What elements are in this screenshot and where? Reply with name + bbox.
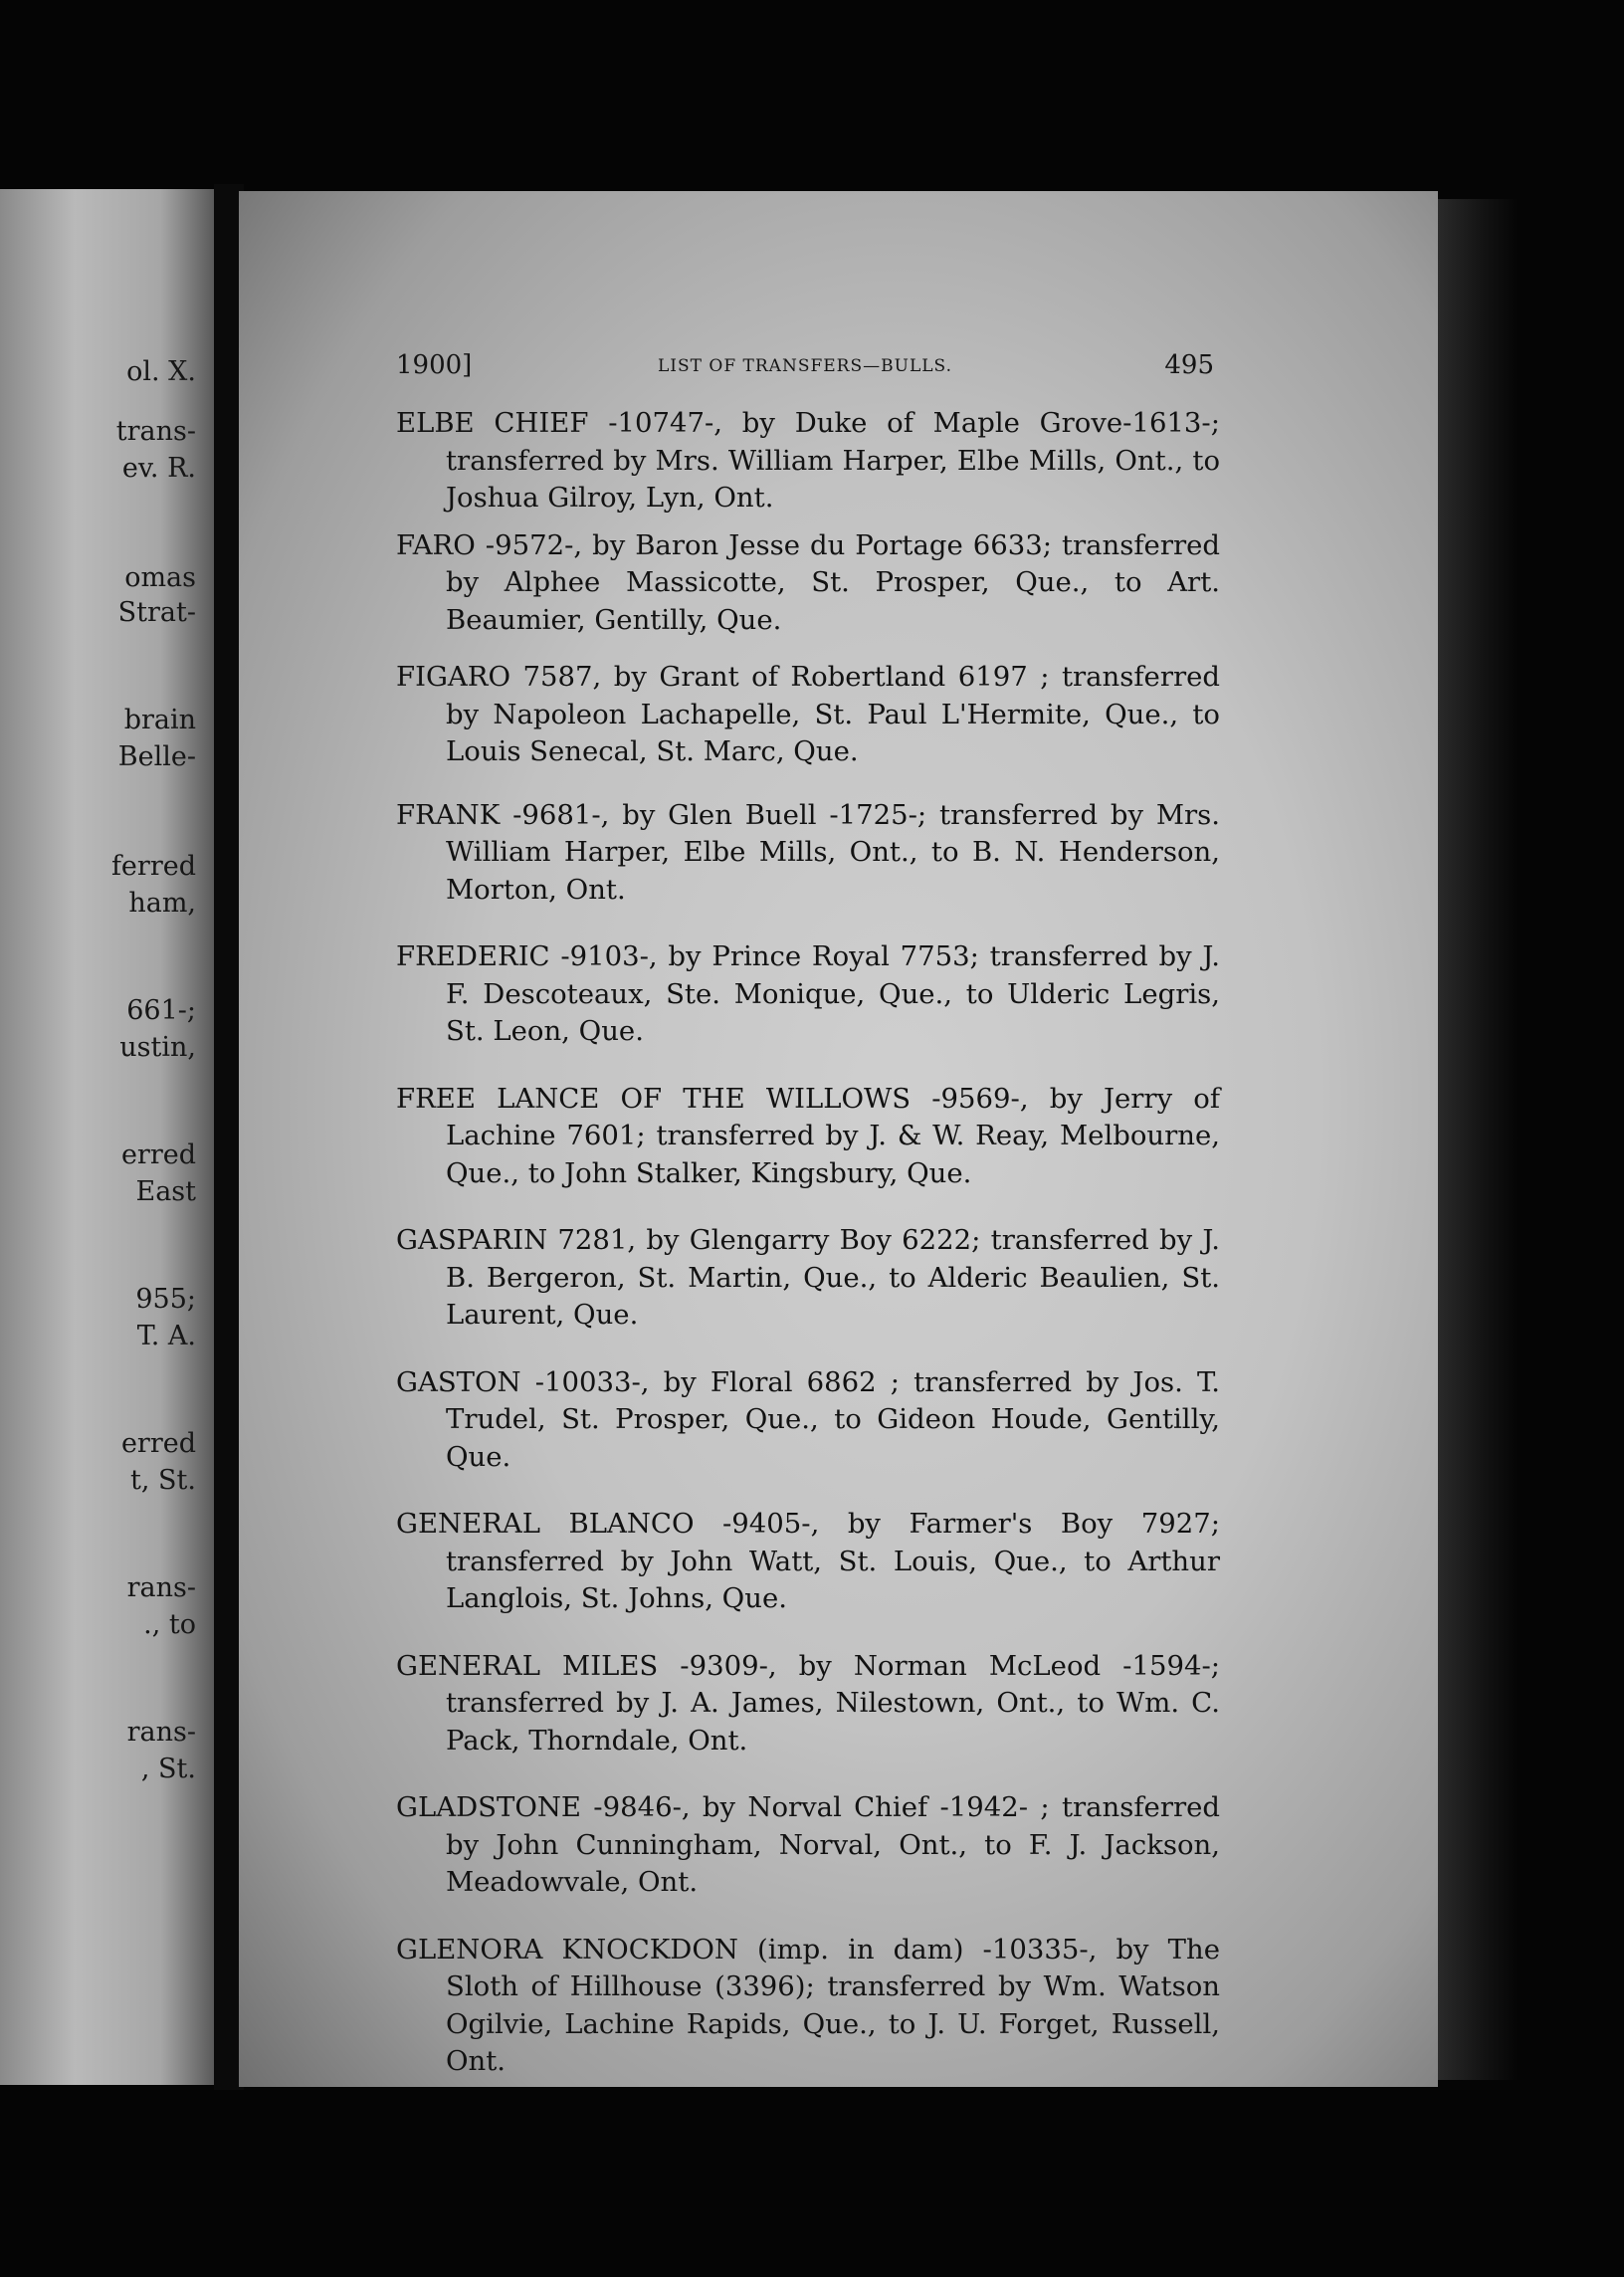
left-fragment: 955; [135,1284,196,1315]
page-edge-shadow [1438,199,1518,2080]
left-fragment: rans- [126,1717,196,1748]
left-fragment: ferred [110,851,196,882]
transfer-entry: FRANK -9681-, by Glen Buell -1725-; transferred by Mrs. William Harper, Elbe Mills, Ont., to B. N. Henderson, Morton, Ont. [396,798,1220,906]
left-fragment: Belle- [117,741,196,772]
left-fragment: brain [123,705,196,735]
transfer-entry: GLADSTONE -9846-, by Norval Chief -1942- ; transferred by John Cunningham, Norval, Ont., to F. J. Jackson, Meadowvale, Ont. [396,1791,1220,1898]
left-fragment: Strat- [117,597,196,628]
previous-page-fragment [0,189,214,2085]
left-fragment: ham, [128,888,196,919]
transfer-entry: FREE LANCE OF THE WILLOWS -9569-, by Jerry of Lachine 7601; transferred by J. & W. Reay, Melbourne, Que., to John Stalker, Kingsbury, Que. [396,1082,1220,1189]
header-year: 1900] [396,350,473,380]
transfer-entry: FREDERIC -9103-, by Prince Royal 7753; transferred by J. F. Descoteaux, Ste. Monique, Que., to Ulderic Legris, St. Leon, Que. [396,940,1220,1047]
transfer-entry: GLENORA KNOCKDON (imp. in dam) -10335-, by The Sloth of Hillhouse (3396); transferred by Wm. Watson Ogilvie, Lachine Rapids, Que., to J. U. Forget, Russell, Ont. [396,1933,1220,2077]
left-fragment: T. A. [136,1321,196,1351]
running-header [396,350,1214,390]
left-fragment: erred [120,1428,196,1459]
left-fragment: 661-; [126,995,196,1026]
left-fragment: t, St. [130,1465,196,1496]
transfer-entry: GENERAL MILES -9309-, by Norman McLeod -1594-; transferred by J. A. James, Nilestown, Ont., to Wm. C. Pack, Thorndale, Ont. [396,1649,1220,1757]
left-fragment: ol. X. [126,356,196,387]
transfer-entry: GASPARIN 7281, by Glengarry Boy 6222; transferred by J. B. Bergeron, St. Martin, Que., to Alderic Beaulien, St. Laurent, Que. [396,1224,1220,1331]
left-fragment: East [135,1176,196,1207]
page-number: 495 [1164,350,1214,380]
left-fragment: omas [124,562,196,593]
transfer-entry: ELBE CHIEF -10747-, by Duke of Maple Grove-1613-; transferred by Mrs. William Harper, Elbe Mills, Ont., to Joshua Gilroy, Lyn, Ont. [396,407,1220,514]
left-fragment: rans- [126,1572,196,1603]
running-title: LIST OF TRANSFERS—BULLS. [658,356,952,376]
left-fragment: , St. [140,1754,196,1784]
left-fragment: ev. R. [121,453,196,484]
transfer-entry: GENERAL BLANCO -9405-, by Farmer's Boy 7927; transferred by John Watt, St. Louis, Que., to Arthur Langlois, St. Johns, Que. [396,1508,1220,1614]
page-495 [239,191,1438,2087]
transfer-entry: FARO -9572-, by Baron Jesse du Portage 6633; transferred by Alphee Massicotte, St. Prosper, Que., to Art. Beaumier, Gentilly, Que. [396,528,1220,636]
left-fragment: ustin, [119,1032,196,1063]
left-fragment: trans- [115,416,196,447]
transfer-entry: FIGARO 7587, by Grant of Robertland 6197 ; transferred by Napoleon Lachapelle, St. Paul L'Hermite, Que., to Louis Senecal, St. Marc, Que. [396,661,1220,767]
transfer-list [396,405,1220,2081]
left-fragment: ., to [143,1609,196,1640]
transfer-entry: GASTON -10033-, by Floral 6862 ; transferred by Jos. T. Trudel, St. Prosper, Que., to Gideon Houde, Gentilly, Que. [396,1365,1220,1473]
left-fragment: erred [120,1139,196,1170]
